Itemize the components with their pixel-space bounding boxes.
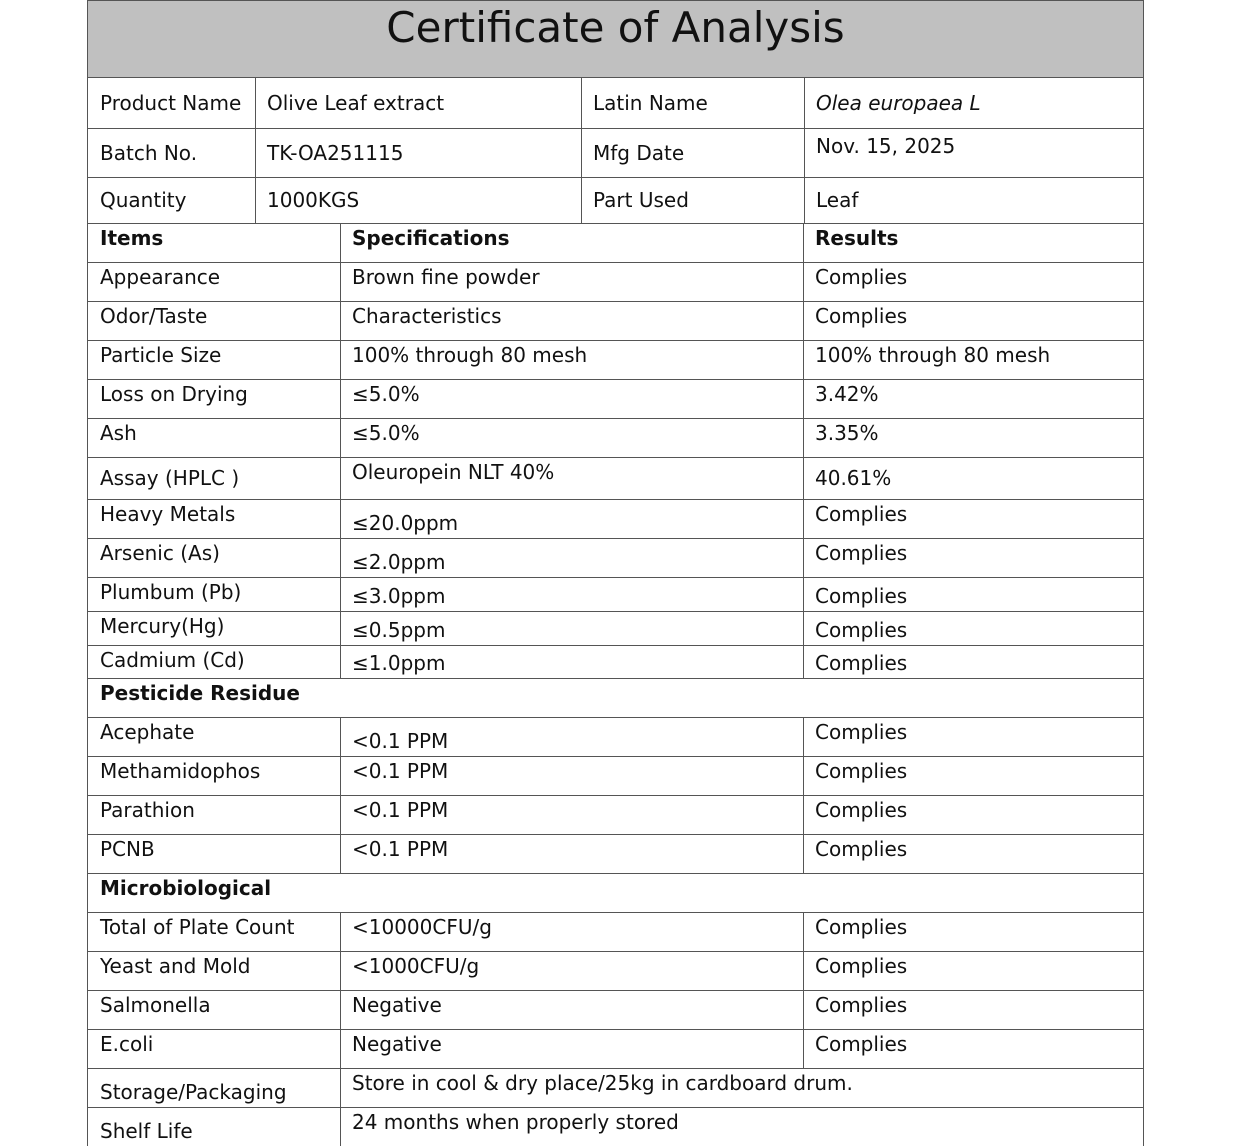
spec-cell: <1000CFU/g [340,951,804,991]
item-cell: Loss on Drying [87,379,341,419]
result-cell: Complies [803,912,1144,952]
result-cell: Complies [803,577,1144,612]
item-cell: Heavy Metals [87,499,341,539]
part-used-label: Part Used [581,177,805,224]
result-cell: Complies [803,499,1144,539]
item-cell: Odor/Taste [87,301,341,341]
table-row [87,499,1144,539]
item-cell: Mercury(Hg) [87,611,341,646]
spec-cell: Brown fine powder [340,262,804,302]
latin-name-label: Latin Name [581,77,805,129]
mfg-date-value: Nov. 15, 2025 [804,128,1144,178]
table-row [87,262,1144,302]
product-info-row [87,177,1144,224]
storage-packaging-value: Store in cool & dry place/25kg in cardboard drum. [340,1068,1144,1108]
item-cell: Total of Plate Count [87,912,341,952]
table-row [87,912,1144,952]
table-row [87,379,1144,419]
result-cell: Complies [803,645,1144,679]
spec-cell: ≤3.0ppm [340,577,804,612]
result-cell: Complies [803,538,1144,578]
item-cell: Appearance [87,262,341,302]
table-row [87,645,1144,679]
quantity-label: Quantity [87,177,256,224]
latin-name-value: Olea europaea L [804,77,1144,129]
page-title: Certificate of Analysis [87,0,1144,78]
item-cell: Plumbum (Pb) [87,577,341,612]
item-cell: PCNB [87,834,341,874]
table-row [87,951,1144,991]
shelf-life-label: Shelf Life [87,1107,341,1146]
result-cell: 3.42% [803,379,1144,419]
spec-cell: ≤0.5ppm [340,611,804,646]
result-cell: Complies [803,262,1144,302]
column-header-items: Items [87,223,341,263]
section-heading-row [87,873,1144,913]
table-row [87,756,1144,796]
item-cell: Particle Size [87,340,341,380]
table-row [87,538,1144,578]
table-header-row [87,223,1144,263]
column-header-specifications: Specifications [340,223,804,263]
table-row [87,340,1144,380]
pesticide-residue-heading: Pesticide Residue [87,678,1144,718]
result-cell: Complies [803,834,1144,874]
spec-cell: ≤5.0% [340,379,804,419]
part-used-value: Leaf [804,177,1144,224]
result-cell: Complies [803,1029,1144,1069]
spec-cell: ≤2.0ppm [340,538,804,578]
result-cell: Complies [803,756,1144,796]
quantity-value: 1000KGS [255,177,582,224]
table-row [87,795,1144,835]
item-cell: Salmonella [87,990,341,1030]
product-info-row [87,128,1144,178]
shelf-life-value: 24 months when properly stored [340,1107,1144,1146]
table-row [87,418,1144,458]
result-cell: Complies [803,717,1144,757]
product-name-value: Olive Leaf extract [255,77,582,129]
spec-cell: Negative [340,990,804,1030]
table-row [87,1029,1144,1069]
spec-cell: 100% through 80 mesh [340,340,804,380]
table-row [87,577,1144,612]
table-row [87,717,1144,757]
result-cell: 40.61% [803,457,1144,500]
spec-cell: ≤20.0ppm [340,499,804,539]
item-cell: Assay (HPLC ) [87,457,341,500]
result-cell: Complies [803,990,1144,1030]
table-row [87,834,1144,874]
mfg-date-label: Mfg Date [581,128,805,178]
table-row [87,301,1144,341]
shelf-life-row [87,1107,1144,1146]
spec-cell: <0.1 PPM [340,756,804,796]
result-cell: 3.35% [803,418,1144,458]
spec-cell: ≤1.0ppm [340,645,804,679]
item-cell: Parathion [87,795,341,835]
spec-cell: Oleuropein NLT 40% [340,457,804,500]
item-cell: Yeast and Mold [87,951,341,991]
result-cell: 100% through 80 mesh [803,340,1144,380]
spec-cell: <0.1 PPM [340,717,804,757]
result-cell: Complies [803,611,1144,646]
item-cell: Arsenic (As) [87,538,341,578]
table-row [87,457,1144,500]
item-cell: Methamidophos [87,756,341,796]
spec-cell: <0.1 PPM [340,834,804,874]
table-row [87,990,1144,1030]
item-cell: E.coli [87,1029,341,1069]
result-cell: Complies [803,951,1144,991]
product-name-label: Product Name [87,77,256,129]
batch-no-value: TK-OA251115 [255,128,582,178]
spec-cell: <10000CFU/g [340,912,804,952]
storage-row [87,1068,1144,1108]
item-cell: Acephate [87,717,341,757]
section-heading-row [87,678,1144,718]
result-cell: Complies [803,301,1144,341]
item-cell: Cadmium (Cd) [87,645,341,679]
batch-no-label: Batch No. [87,128,256,178]
spec-cell: <0.1 PPM [340,795,804,835]
spec-cell: ≤5.0% [340,418,804,458]
result-cell: Complies [803,795,1144,835]
product-info-row [87,77,1144,129]
column-header-results: Results [803,223,1144,263]
certificate-document [87,0,1144,1146]
microbiological-heading: Microbiological [87,873,1144,913]
spec-cell: Characteristics [340,301,804,341]
table-row [87,611,1144,646]
spec-cell: Negative [340,1029,804,1069]
item-cell: Ash [87,418,341,458]
storage-packaging-label: Storage/Packaging [87,1068,341,1108]
